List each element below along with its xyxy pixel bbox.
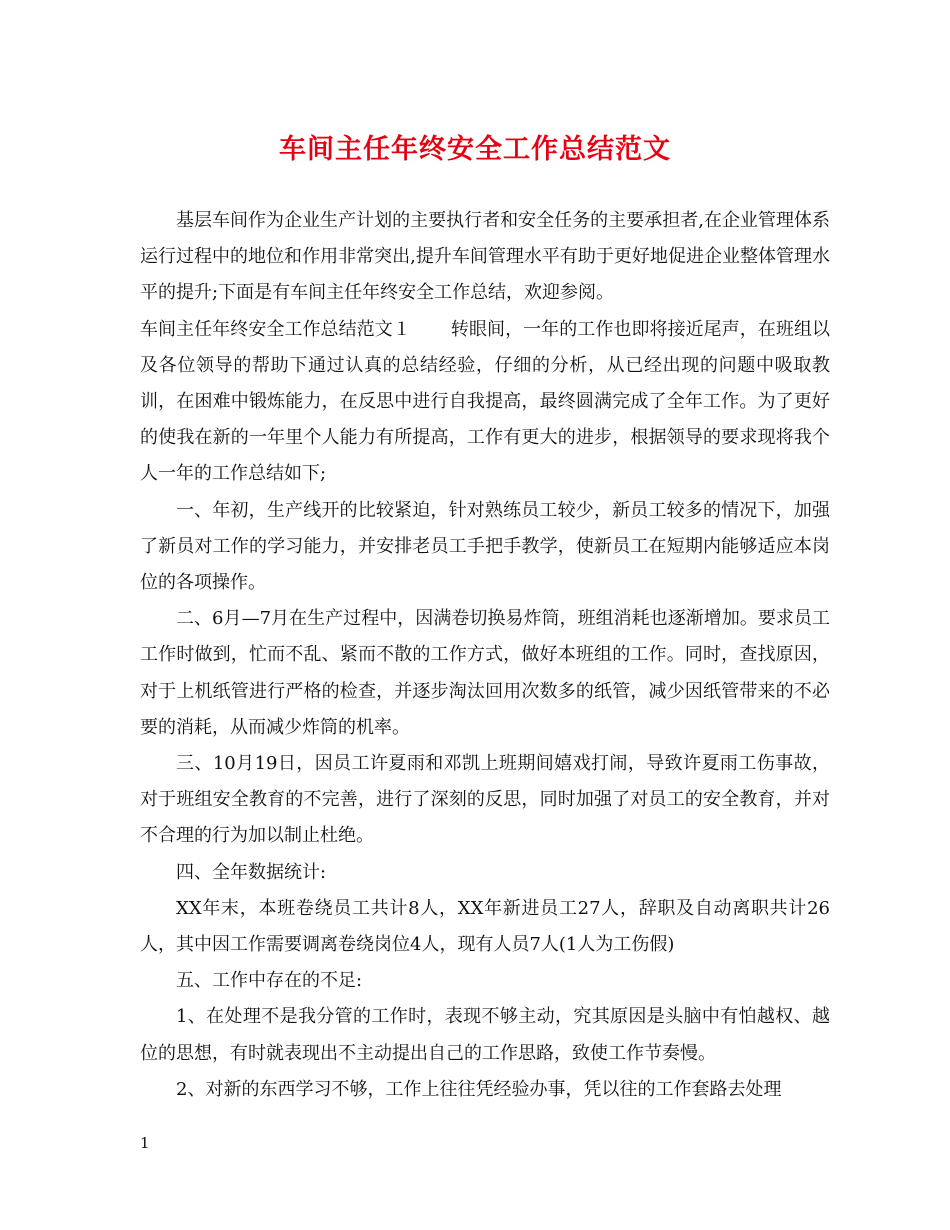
section-opening-text: 转眼间，一年的工作也即将接近尾声，在班组以及各位领导的帮助下通过认真的总结经验，仔细的分析，从已经出现的问题中吸取教训，在困难中锻炼能力，在反思中进行自我提高，最终圆满完成了全年工作。为了更好的使我在新的一年里个人能力有所提高，工作有更大的进步，根据领导的要求现将我个人一年的工作总结如下; (140, 318, 831, 485)
paragraph-5: XX年末，本班卷绕员工共计8人，XX年新进员工27人，辞职及自动离职共计26人，其中因工作需要调离卷绕岗位4人，现有人员7人(1人为工伤假) (140, 897, 830, 956)
paragraph-8: 2、对新的东西学习不够，工作上往往凭经验办事，凭以往的工作套路去处理 (176, 1078, 782, 1100)
section-heading: 车间主任年终安全工作总结范文１ (140, 318, 411, 340)
paragraph-2: 二、6月—7月在生产过程中，因满卷切换易炸筒，班组消耗也逐渐增加。要求员工工作时做到，忙而不乱、紧而不散的工作方式，做好本班组的工作。同时，查找原因，对于上机纸管进行严格的检查，并逐步淘汰回用次数多的纸管，减少因纸管带来的不必要的消耗，从而减少炸筒的机率。 (140, 608, 830, 738)
paragraph-6: 五、工作中存在的不足: (176, 970, 363, 992)
document-body (140, 203, 830, 1108)
paragraph-3: 三、10月19日，因员工许夏雨和邓凯上班期间嬉戏打闹，导致许夏雨工伤事故，对于班组安全教育的不完善，进行了深刻的反思，同时加强了对员工的安全教育，并对不合理的行为加以制止杜绝。 (140, 753, 830, 847)
page-number: 1 (140, 1134, 150, 1152)
section-paragraph (140, 312, 830, 493)
paragraph-1: 一、年初，生产线开的比较紧迫，针对熟练员工较少，新员工较多的情况下，加强了新员对工作的学习能力，并安排老员工手把手教学，使新员工在短期内能够适应本岗位的各项操作。 (140, 499, 830, 594)
intro-paragraph: 基层车间作为企业生产计划的主要执行者和安全任务的主要承担者,在企业管理体系运行过程中的地位和作用非常突出,提升车间管理水平有助于更好地促进企业整体管理水平的提升;下面是有车间主任年终安全工作总结，欢迎参阅。 (140, 210, 830, 304)
paragraph-4: 四、全年数据统计: (176, 861, 327, 883)
paragraph-7: 1、在处理不是我分管的工作时，表现不够主动，究其原因是头脑中有怕越权、越位的思想，有时就表现出不主动提出自己的工作思路，致使工作节奏慢。 (140, 1006, 830, 1064)
document-title: 车间主任年终安全工作总结范文 (279, 134, 671, 165)
